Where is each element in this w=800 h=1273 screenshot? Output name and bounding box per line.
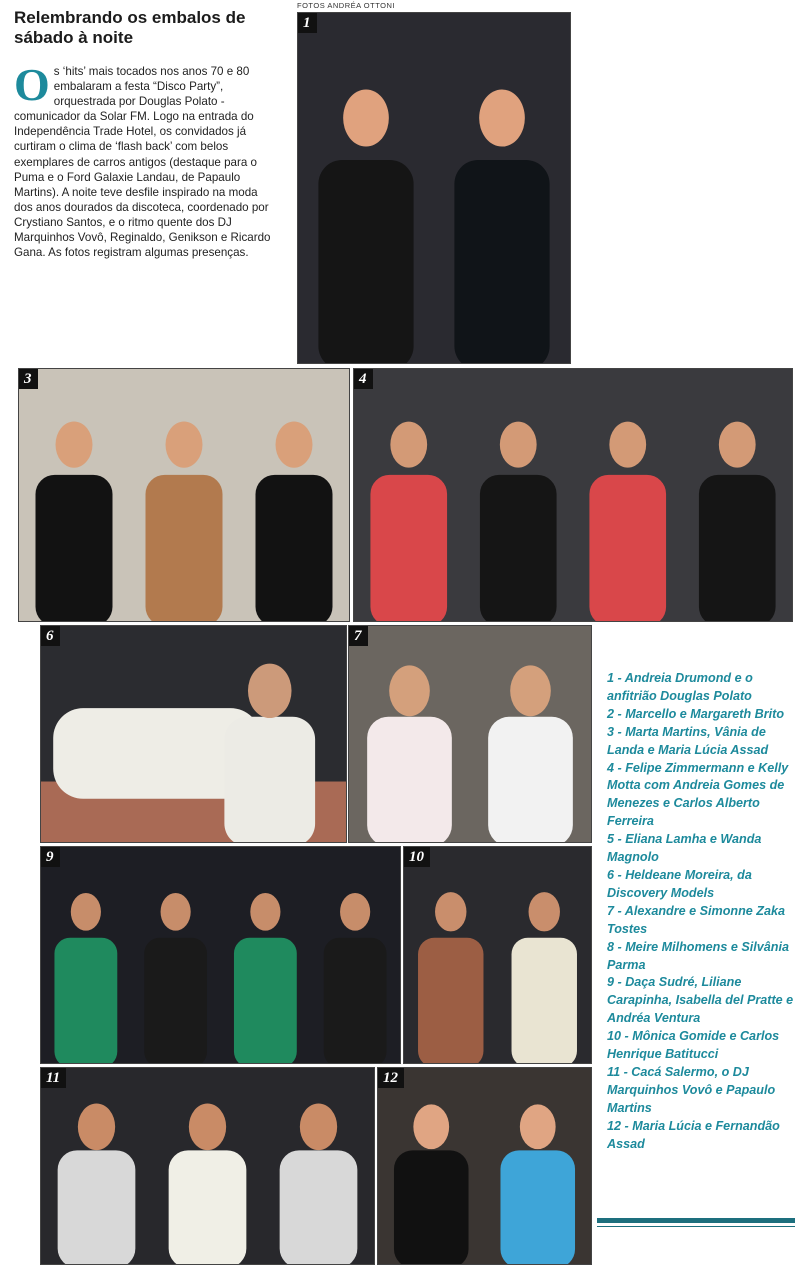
caption: 10 - Mônica Gomide e Carlos Henrique Batitucci — [607, 1029, 780, 1062]
photo-number-badge: 6 — [41, 626, 60, 646]
photo-7 — [348, 625, 592, 843]
photo-12 — [377, 1067, 592, 1265]
photo-number-badge: 12 — [378, 1068, 404, 1088]
caption: 1 - Andreia Drumond e o anfitrião Douglas Polato — [607, 671, 753, 703]
caption: 6 - Heldeane Moreira, da Discovery Models — [607, 867, 752, 900]
captions-list — [607, 670, 795, 1153]
caption: 4 - Felipe Zimmermann e Kelly Motta com Andreia Gomes de Menezes e Carlos Alberto Ferreira — [607, 760, 789, 829]
photo-image — [354, 369, 792, 621]
caption: 5 - Eliana Lamha e Wanda Magnolo — [607, 832, 762, 865]
drop-cap: O — [14, 59, 50, 110]
caption: 3 - Marta Martins, Vânia de Landa e Maria Lúcia Assad — [607, 724, 769, 757]
caption-divider — [597, 1218, 795, 1223]
caption: 9 - Daça Sudré, Liliane Carapinha, Isabella del Pratte e Andréa Ventura — [607, 975, 794, 1026]
headline: Relembrando os embalos de sábado à noite — [14, 8, 246, 47]
photo-number-badge: 3 — [19, 369, 38, 389]
photo-credit: FOTOS ANDRÉA OTTONI — [297, 1, 395, 10]
caption: 11 - Cacá Salermo, o DJ Marquinhos Vovô e Papaulo Martins — [607, 1064, 776, 1115]
photo-9 — [40, 846, 401, 1064]
photo-image — [378, 1068, 591, 1264]
photo-image — [349, 626, 591, 842]
caption: 7 - Alexandre e Simonne Zaka Tostes — [607, 903, 786, 936]
photo-number-badge: 10 — [404, 847, 430, 867]
caption: 12 - Maria Lúcia e Fernandão Assad — [607, 1118, 780, 1151]
caption: 2 - Marcello e Margareth Brito — [607, 706, 785, 721]
photo-image — [41, 1068, 374, 1264]
photo-3 — [18, 368, 350, 622]
photo-number-badge: 9 — [41, 847, 60, 867]
photo-number-badge: 4 — [354, 369, 373, 389]
photo-image — [41, 847, 400, 1063]
photo-number-badge: 1 — [298, 13, 317, 33]
article-body — [14, 59, 276, 260]
photo-6 — [40, 625, 347, 843]
photo-image — [41, 626, 346, 842]
photo-number-badge: 11 — [41, 1068, 66, 1088]
caption-divider-thin — [597, 1226, 795, 1227]
photo-image — [298, 13, 570, 363]
photo-image — [19, 369, 349, 621]
article-text: s ‘hits’ mais tocados nos anos 70 e 80 embalaram a festa “Disco Party”, orquestrada por Douglas Polato - comunicador da Solar FM. Logo na entrada do Independência Trade Hotel, os convidados já curtiram o clima de ‘flash back’ com belos exemplares de carros antigos (destaque para o Puma e o Ford Galaxie Landau, de Papaulo Martins). A noite teve desfile inspirado na moda dos anos dourados da discoteca, coordenado por Crystiano Santos, e o ritmo quente dos DJ Marquinhos Vovô, Reginaldo, Genikson e Ricardo Gana. As fotos registram algumas presenças. — [14, 65, 271, 260]
photo-4 — [353, 368, 793, 622]
photo-number-badge: 7 — [349, 626, 368, 646]
photo-10 — [403, 846, 592, 1064]
photo-image — [404, 847, 591, 1063]
photo-1 — [297, 12, 571, 364]
photo-11 — [40, 1067, 375, 1265]
caption: 8 - Meire Milhomens e Silvânia Parma — [607, 939, 789, 972]
